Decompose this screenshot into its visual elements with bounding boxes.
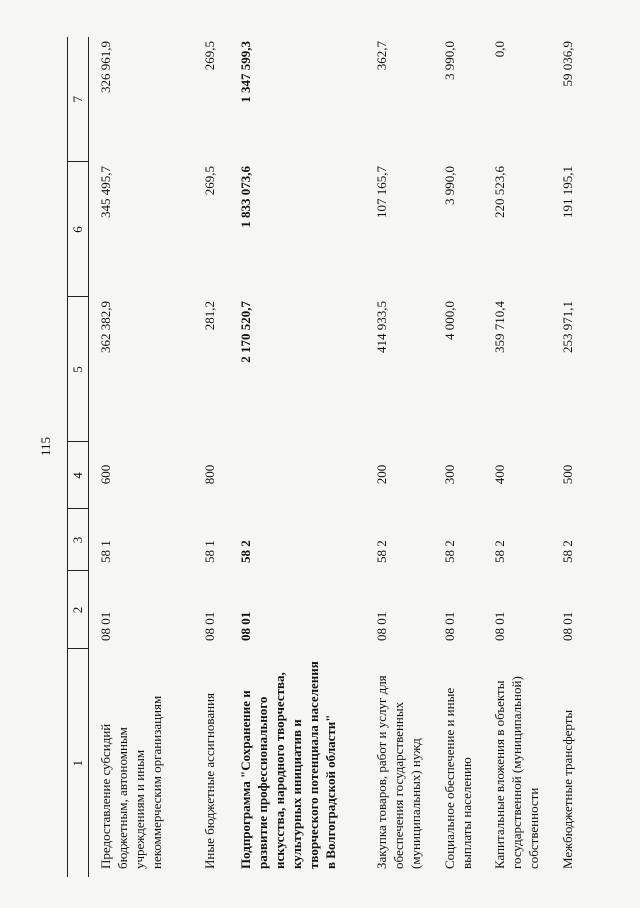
row-value-7: 362,7 [373, 41, 389, 71]
row-expense-type [229, 442, 365, 509]
rotated-table-container [67, 37, 612, 877]
row-program: 58 2 [441, 540, 457, 563]
row-section: 08 01 [559, 611, 575, 641]
header-col-4: 4 [68, 442, 89, 509]
page-number: 115 [38, 436, 54, 457]
row-value-6: 3 990,0 [441, 166, 457, 205]
budget-table [67, 37, 587, 877]
row-name: Иные бюджетные ассигнования [201, 692, 217, 869]
row-name: Подпрограмма "Сохранение и развитие профессионального искусства, народного творчества, культурных инициатив и творческого потенциала населения в Волгоградской области" [237, 661, 338, 869]
header-col-2: 2 [68, 571, 89, 649]
row-program: 58 2 [491, 540, 507, 563]
row-value-5: 4 000,0 [441, 301, 457, 340]
table-row [193, 37, 229, 877]
row-program: 58 2 [373, 540, 389, 563]
row-value-6: 191 195,1 [559, 166, 575, 218]
row-expense-type: 400 [491, 464, 507, 485]
table-row [433, 37, 483, 877]
row-program: 58 1 [201, 540, 217, 563]
row-name: Предоставление субсидий бюджетным, автономным учреждениям и иным некоммерческим организациям [98, 695, 164, 869]
row-value-5: 362 382,9 [98, 301, 113, 353]
row-section: 08 01 [441, 611, 457, 641]
row-value-6: 1 833 073,6 [237, 166, 253, 228]
row-value-5: 359 710,4 [491, 301, 507, 353]
row-expense-type: 300 [441, 464, 457, 485]
row-name: Закупка товаров, работ и услуг для обеспечения государственных (муниципальных) нужд [373, 675, 423, 869]
row-program: 58 2 [559, 540, 575, 563]
row-program: 58 1 [98, 540, 113, 563]
row-value-5: 281,2 [201, 301, 217, 331]
row-section: 08 01 [373, 611, 389, 641]
row-expense-type: 800 [201, 464, 217, 485]
header-col-7: 7 [68, 37, 89, 162]
row-section: 08 01 [201, 611, 217, 641]
row-value-6: 269,5 [201, 166, 217, 196]
row-value-7: 0,0 [491, 41, 507, 58]
row-program: 58 2 [237, 540, 253, 563]
row-section: 08 01 [491, 611, 507, 641]
row-value-7: 3 990,0 [441, 41, 457, 80]
row-value-7: 59 036,9 [559, 41, 575, 87]
row-name: Капитальные вложения в объекты государственной (муниципальной) собственности [491, 676, 541, 869]
row-value-7: 1 347 599,3 [237, 41, 253, 103]
table-row [551, 37, 587, 877]
row-value-5: 414 933,5 [373, 301, 389, 353]
row-section: 08 01 [237, 611, 253, 641]
row-value-6: 220 523,6 [491, 166, 507, 218]
table-row-subprogram [229, 37, 365, 877]
row-expense-type: 200 [373, 464, 389, 485]
table-row [365, 37, 433, 877]
row-value-5: 2 170 520,7 [237, 301, 253, 363]
row-expense-type: 600 [98, 464, 113, 485]
table-row [483, 37, 551, 877]
table-row [89, 37, 193, 877]
row-section: 08 01 [98, 611, 113, 641]
row-value-7: 269,5 [201, 41, 217, 71]
header-row [68, 37, 89, 877]
row-value-7: 326 961,9 [98, 41, 113, 93]
header-col-6: 6 [68, 162, 89, 297]
header-col-1: 1 [68, 649, 89, 877]
row-value-6: 345 495,7 [98, 166, 113, 218]
row-name: Социальное обеспечение и иные выплаты населению [441, 687, 474, 869]
header-col-3: 3 [68, 509, 89, 571]
row-value-6: 107 165,7 [373, 166, 389, 218]
row-expense-type: 500 [559, 464, 575, 485]
row-name: Межбюджетные трансферты [559, 709, 575, 869]
row-value-5: 253 971,1 [559, 301, 575, 353]
header-col-5: 5 [68, 297, 89, 442]
